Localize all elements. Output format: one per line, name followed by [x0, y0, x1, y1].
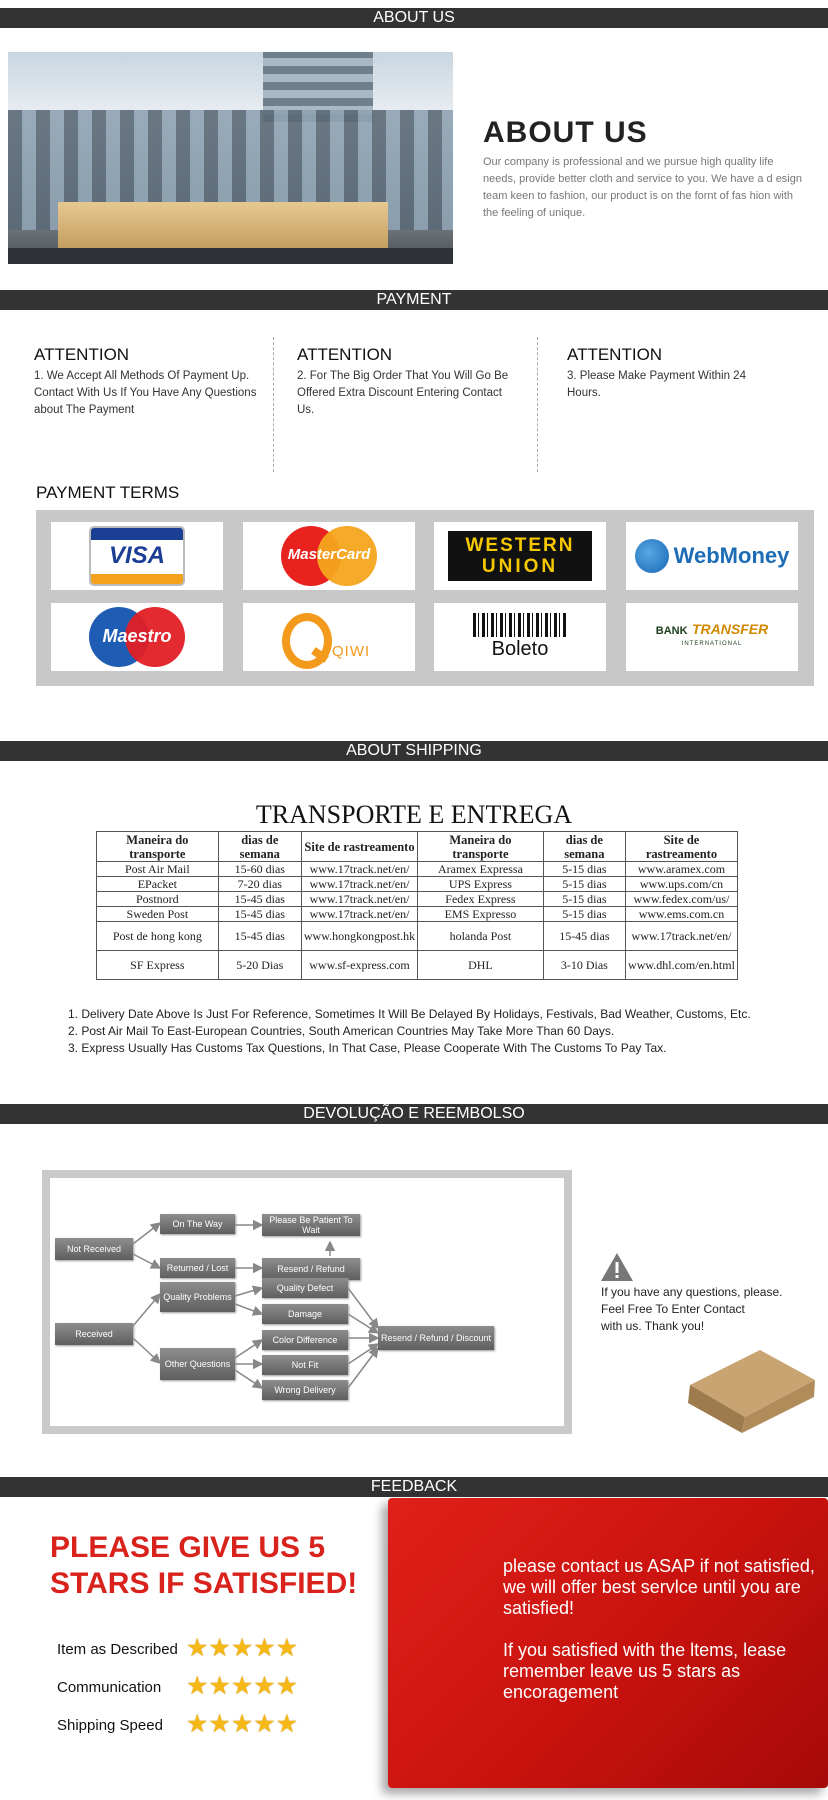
returns-bar-label: DEVOLUÇÃO E REEMBOLSO [303, 1105, 525, 1122]
shipping-table-title: TRANSPORTE E ENTREGA [255, 800, 573, 829]
visa-text: VISA [108, 542, 165, 569]
attention-title: ATTENTION [34, 345, 130, 364]
table-cell: Fedex Express [418, 892, 544, 907]
shipping-notes [68, 1006, 751, 1057]
table-cell: 3-10 Dias [543, 951, 625, 980]
boleto-text: Boleto [491, 638, 549, 660]
table-cell: 15-60 dias [218, 862, 301, 877]
table-cell: www.17track.net/en/ [301, 892, 417, 907]
union-text: UNION [481, 556, 559, 577]
return-flowchart [42, 1170, 572, 1434]
bank-transfer-logo [626, 603, 798, 671]
webmoney-text: WebMoney [673, 543, 790, 568]
mastercard-text: MasterCard [287, 546, 371, 563]
shipping-bar [0, 741, 828, 761]
table-cell: 5-20 Dias [218, 951, 301, 980]
table-cell: 7-20 dias [218, 877, 301, 892]
table-cell: Sweden Post [97, 907, 219, 922]
flow-damage: Damage [262, 1304, 348, 1324]
flow-resend-refund: Resend / Refund [262, 1258, 360, 1280]
divider [273, 337, 274, 472]
about-description: Our company is professional and we pursue high quality life needs, provide better cloth and service to you. We have a d esign team keen to fashion, our product is on the fornt of fas hion with the feeling of unique. [483, 156, 802, 219]
star-rating: ★★★★★ [186, 1710, 299, 1738]
visa-logo [51, 522, 223, 590]
feedback-message-2: If you satisfied with the ltems, lease remember leave us 5 stars as encoragement [503, 1640, 787, 1702]
star-rating: ★★★★★ [186, 1634, 299, 1662]
flow-please-wait: Please Be Patient To Wait [262, 1214, 360, 1236]
flow-quality-defect: Quality Defect [262, 1278, 348, 1298]
help-line: with us. Thank you! [601, 1319, 705, 1333]
help-line: Feel Free To Enter Contact [601, 1302, 745, 1316]
western-union-logo [434, 522, 606, 590]
shipping-bar-label: ABOUT SHIPPING [346, 742, 482, 759]
flow-received: Received [55, 1323, 133, 1345]
table-cell: 5-15 dias [543, 862, 625, 877]
flow-not-fit: Not Fit [262, 1355, 348, 1375]
column-header: Site de rastreamento [301, 832, 417, 862]
flow-resend-refund-discount: Resend / Refund / Discount [378, 1326, 494, 1350]
table-cell: 15-45 dias [218, 922, 301, 951]
table-row [97, 907, 738, 922]
table-cell: www.aramex.com [625, 862, 737, 877]
shipping-note: 1. Delivery Date Above Is Just For Reference, Sometimes It Will Be Delayed By Holidays, Festivals, Bad Weather, Customs, Etc. [68, 1007, 751, 1021]
table-row [97, 892, 738, 907]
about-title: ABOUT US [483, 116, 648, 149]
shipping-table [96, 831, 738, 980]
shipping-note: 3. Express Usually Has Customs Tax Questions, In That Case, Please Cooperate With The Customs To Pay Tax. [68, 1041, 667, 1055]
building-photo [8, 52, 453, 264]
payment-terms-title: PAYMENT TERMS [36, 483, 180, 502]
table-cell: Post de hong kong [97, 922, 219, 951]
feedback-headline [50, 1530, 357, 1602]
attention-block-3 [567, 345, 767, 402]
western-text: WESTERN [465, 535, 575, 556]
feedback-bar-label: FEEDBACK [370, 1478, 458, 1495]
table-cell: www.17track.net/en/ [301, 862, 417, 877]
star-rating: ★★★★★ [186, 1672, 299, 1700]
table-cell: 5-15 dias [543, 877, 625, 892]
warning-icon [600, 1252, 634, 1287]
bank-text: BANK [655, 625, 688, 637]
attention-text: 1. We Accept All Methods Of Payment Up. Contact With Us If You Have Any Questions about The Payment [34, 370, 257, 416]
table-cell: EPacket [97, 877, 219, 892]
help-text [601, 1284, 782, 1335]
table-cell: 5-15 dias [543, 907, 625, 922]
transfer-text: TRANSFER [692, 621, 769, 637]
table-cell: Post Air Mail [97, 862, 219, 877]
flowchart-canvas [50, 1178, 564, 1426]
table-cell: www.fedex.com/us/ [625, 892, 737, 907]
table-cell: www.ups.com/cn [625, 877, 737, 892]
attention-block-1 [34, 345, 264, 419]
attention-text: 2. For The Big Order That You Will Go Be Offered Extra Discount Entering Contact Us. [297, 370, 509, 416]
webmoney-logo [626, 522, 798, 590]
attention-title: ATTENTION [567, 345, 663, 364]
column-header: dias de semana [543, 832, 625, 862]
international-text: INTERNATIONAL [681, 641, 743, 647]
headline-line: PLEASE GIVE US 5 [50, 1531, 326, 1564]
returns-bar [0, 1104, 828, 1124]
table-cell: www.17track.net/en/ [625, 922, 737, 951]
table-header-row [97, 832, 738, 862]
flow-returned-lost: Returned / Lost [160, 1258, 235, 1278]
barcode-icon [473, 613, 567, 637]
rating-label: Shipping Speed [57, 1717, 163, 1734]
feedback-message-1: please contact us ASAP if not satisfied, we will offer best servlce until you are satisfied! [503, 1556, 815, 1618]
table-cell: Aramex Expressa [418, 862, 544, 877]
table-cell: Postnord [97, 892, 219, 907]
table-cell: holanda Post [418, 922, 544, 951]
table-cell: 5-15 dias [543, 892, 625, 907]
table-row [97, 877, 738, 892]
building-street [8, 248, 453, 264]
divider [537, 337, 538, 472]
feedback-bar [0, 1477, 828, 1497]
attention-block-2 [297, 345, 517, 419]
shipping-note: 2. Post Air Mail To East-European Countries, South American Countries May Take More Than 60 Days. [68, 1024, 615, 1038]
table-cell: EMS Expresso [418, 907, 544, 922]
flow-not-received: Not Received [55, 1238, 133, 1260]
payment-methods-grid [36, 510, 814, 686]
qiwi-logo [243, 603, 415, 671]
table-cell: DHL [418, 951, 544, 980]
maestro-logo [51, 603, 223, 671]
table-cell: www.dhl.com/en.html [625, 951, 737, 980]
flow-quality-problems: Quality Problems [160, 1282, 235, 1312]
table-cell: 15-45 dias [218, 907, 301, 922]
table-cell: SF Express [97, 951, 219, 980]
column-header: Maneira do transporte [97, 832, 219, 862]
table-cell: www.ems.com.cn [625, 907, 737, 922]
maestro-text: Maestro [102, 626, 172, 646]
rating-label: Item as Described [57, 1641, 178, 1658]
table-cell: UPS Express [418, 877, 544, 892]
about-us-bar [0, 8, 828, 28]
table-cell: www.hongkongpost.hk [301, 922, 417, 951]
flow-wrong-delivery: Wrong Delivery [262, 1380, 348, 1400]
qiwi-text: QIWI [332, 643, 371, 660]
headline-line: STARS IF SATISFIED! [50, 1567, 358, 1600]
table-row [97, 862, 738, 877]
column-header: Site de rastreamento [625, 832, 737, 862]
flow-on-the-way: On The Way [160, 1214, 235, 1234]
attention-title: ATTENTION [297, 345, 393, 364]
payment-bar [0, 290, 828, 310]
flow-color-difference: Color Difference [262, 1330, 348, 1350]
about-us-bar-label: ABOUT US [373, 9, 455, 26]
mastercard-logo [243, 522, 415, 590]
table-row [97, 951, 738, 980]
flow-other-questions: Other Questions [160, 1348, 235, 1380]
column-header: Maneira do transporte [418, 832, 544, 862]
table-cell: www.17track.net/en/ [301, 907, 417, 922]
payment-bar-label: PAYMENT [376, 291, 452, 308]
boleto-logo [434, 603, 606, 671]
attention-text: 3. Please Make Payment Within 24 Hours. [567, 370, 746, 399]
column-header: dias de semana [218, 832, 301, 862]
feedback-message [503, 1556, 823, 1703]
table-cell: www.sf-express.com [301, 951, 417, 980]
rating-label: Communication [57, 1679, 162, 1696]
table-cell: 15-45 dias [543, 922, 625, 951]
table-cell: 15-45 dias [218, 892, 301, 907]
table-cell: www.17track.net/en/ [301, 877, 417, 892]
cardboard-box-image [680, 1345, 820, 1435]
help-line: If you have any questions, please. [601, 1285, 783, 1299]
table-row [97, 922, 738, 951]
webmoney-globe-icon [635, 539, 669, 573]
